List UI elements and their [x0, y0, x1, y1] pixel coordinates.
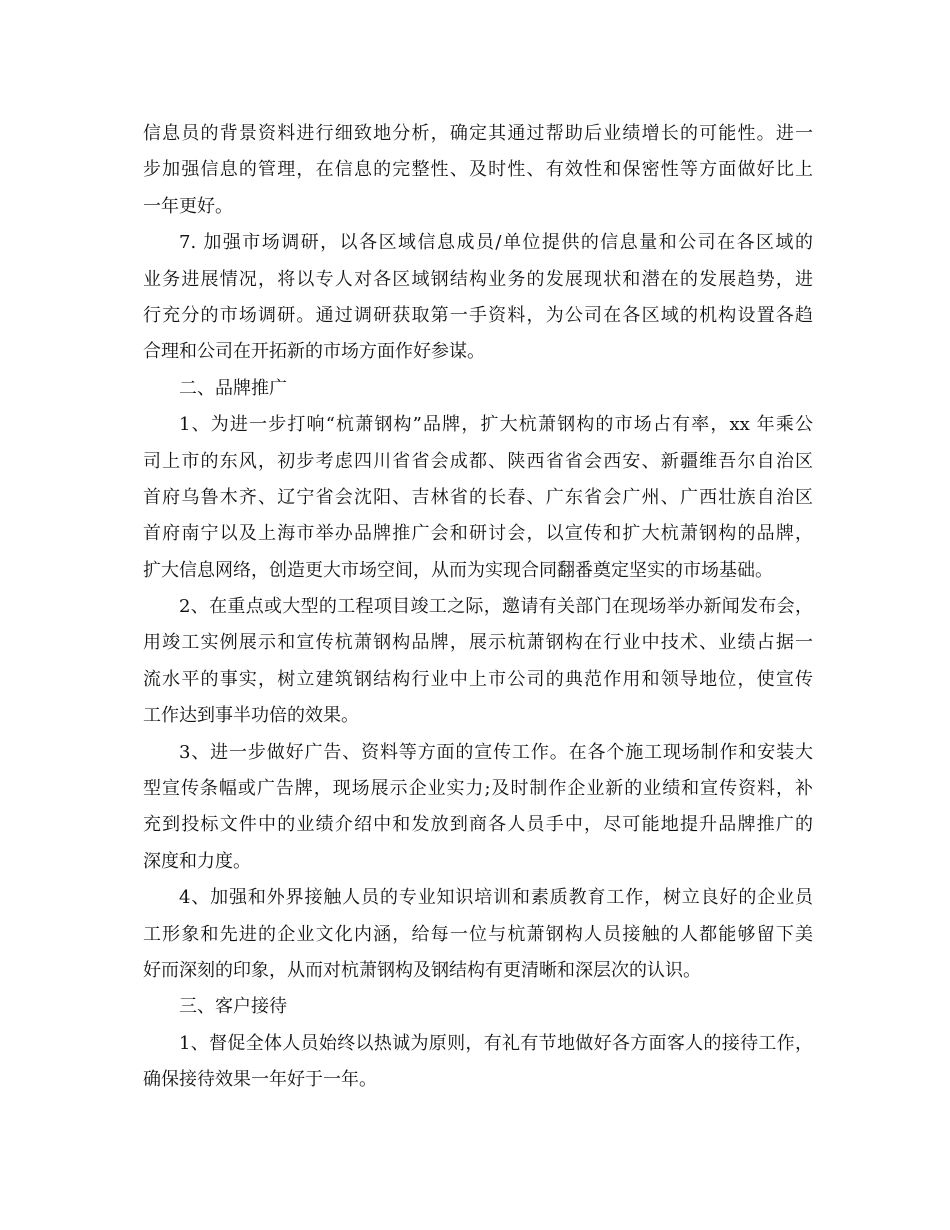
section-heading — [143, 989, 813, 1025]
text-line: 确保接待效果一年好于一年。 — [143, 1069, 377, 1091]
text-line: 信息员的背景资料进行细致地分析，确定其通过帮助后业绩增长的可能性。进一 — [143, 123, 813, 144]
document-body — [143, 116, 813, 1099]
text-line: 3、进一步做好广告、资料等方面的宣传工作。在各个施工现场制作和安装大 — [179, 741, 813, 763]
text-line: 合理和公司在开拓新的市场方面作好参谋。 — [143, 341, 485, 363]
text-line: 首府南宁以及上海市举办品牌推广会和研讨会，以宣传和扩大杭萧钢构的品牌， — [143, 523, 813, 545]
paragraph — [143, 116, 813, 225]
text-line: 4、加强和外界接触人员的专业知识培训和素质教育工作，树立良好的企业员 — [179, 887, 813, 909]
text-line: 司上市的东风，初步考虑四川省省会成都、陕西省省会西安、新疆维吾尔自治区 — [143, 450, 813, 472]
text-line: 1、为进一步打响“杭萧钢构”品牌，扩大杭萧钢构的市场占有率，xx 年乘公 — [179, 414, 813, 436]
text-line: 二、品牌推广 — [179, 377, 287, 399]
text-line: 2、在重点或大型的工程项目竣工之际，邀请有关部门在现场举办新闻发布会， — [179, 596, 813, 618]
text-line: 好而深刻的印象，从而对杭萧钢构及钢结构有更清晰和深层次的认识。 — [143, 959, 701, 981]
text-line: 充到投标文件中的业绩介绍中和发放到商各人员手中，尽可能地提升品牌推广的 — [143, 814, 813, 836]
text-line: 1、督促全体人员始终以热诚为原则，有礼有节地做好各方面客人的接待工作， — [179, 1032, 813, 1054]
paragraph — [143, 1026, 813, 1099]
text-line: 7. 加强市场调研，以各区域信息成员/单位提供的信息量和公司在各区域的 — [179, 232, 813, 254]
text-line: 流水平的事实，树立建筑钢结构行业中上市公司的典范作用和领导地位，使宣传 — [143, 668, 813, 690]
text-line: 型宣传条幅或广告牌，现场展示企业实力;及时制作企业新的业绩和宣传资料，补 — [143, 778, 813, 800]
text-line: 工作达到事半功倍的效果。 — [143, 705, 359, 727]
paragraph — [143, 880, 813, 989]
paragraph — [143, 407, 813, 589]
paragraph — [143, 225, 813, 371]
text-line: 用竣工实例展示和宣传杭萧钢构品牌，展示杭萧钢构在行业中技术、业绩占据一 — [143, 632, 813, 654]
text-line: 深度和力度。 — [143, 850, 251, 872]
text-line: 三、客户接待 — [179, 996, 287, 1018]
text-line: 首府乌鲁木齐、辽宁省会沈阳、吉林省的长春、广东省会广州、广西壮族自治区 — [143, 486, 813, 508]
text-line: 行充分的市场调研。通过调研获取第一手资料，为公司在各区域的机构设置各趋 — [143, 304, 813, 326]
text-line: 一年更好。 — [143, 195, 233, 217]
text-line: 步加强信息的管理，在信息的完整性、及时性、有效性和保密性等方面做好比上 — [143, 159, 813, 181]
section-heading — [143, 371, 813, 407]
paragraph — [143, 735, 813, 881]
text-line: 业务进展情况，将以专人对各区域钢结构业务的发展现状和潜在的发展趋势，进 — [143, 268, 813, 290]
text-line: 扩大信息网络，创造更大市场空间，从而为实现合同翻番奠定坚实的市场基础。 — [143, 559, 773, 581]
paragraph — [143, 589, 813, 735]
text-line: 工形象和先进的企业文化内涵，给每一位与杭萧钢构人员接触的人都能够留下美 — [143, 923, 813, 945]
